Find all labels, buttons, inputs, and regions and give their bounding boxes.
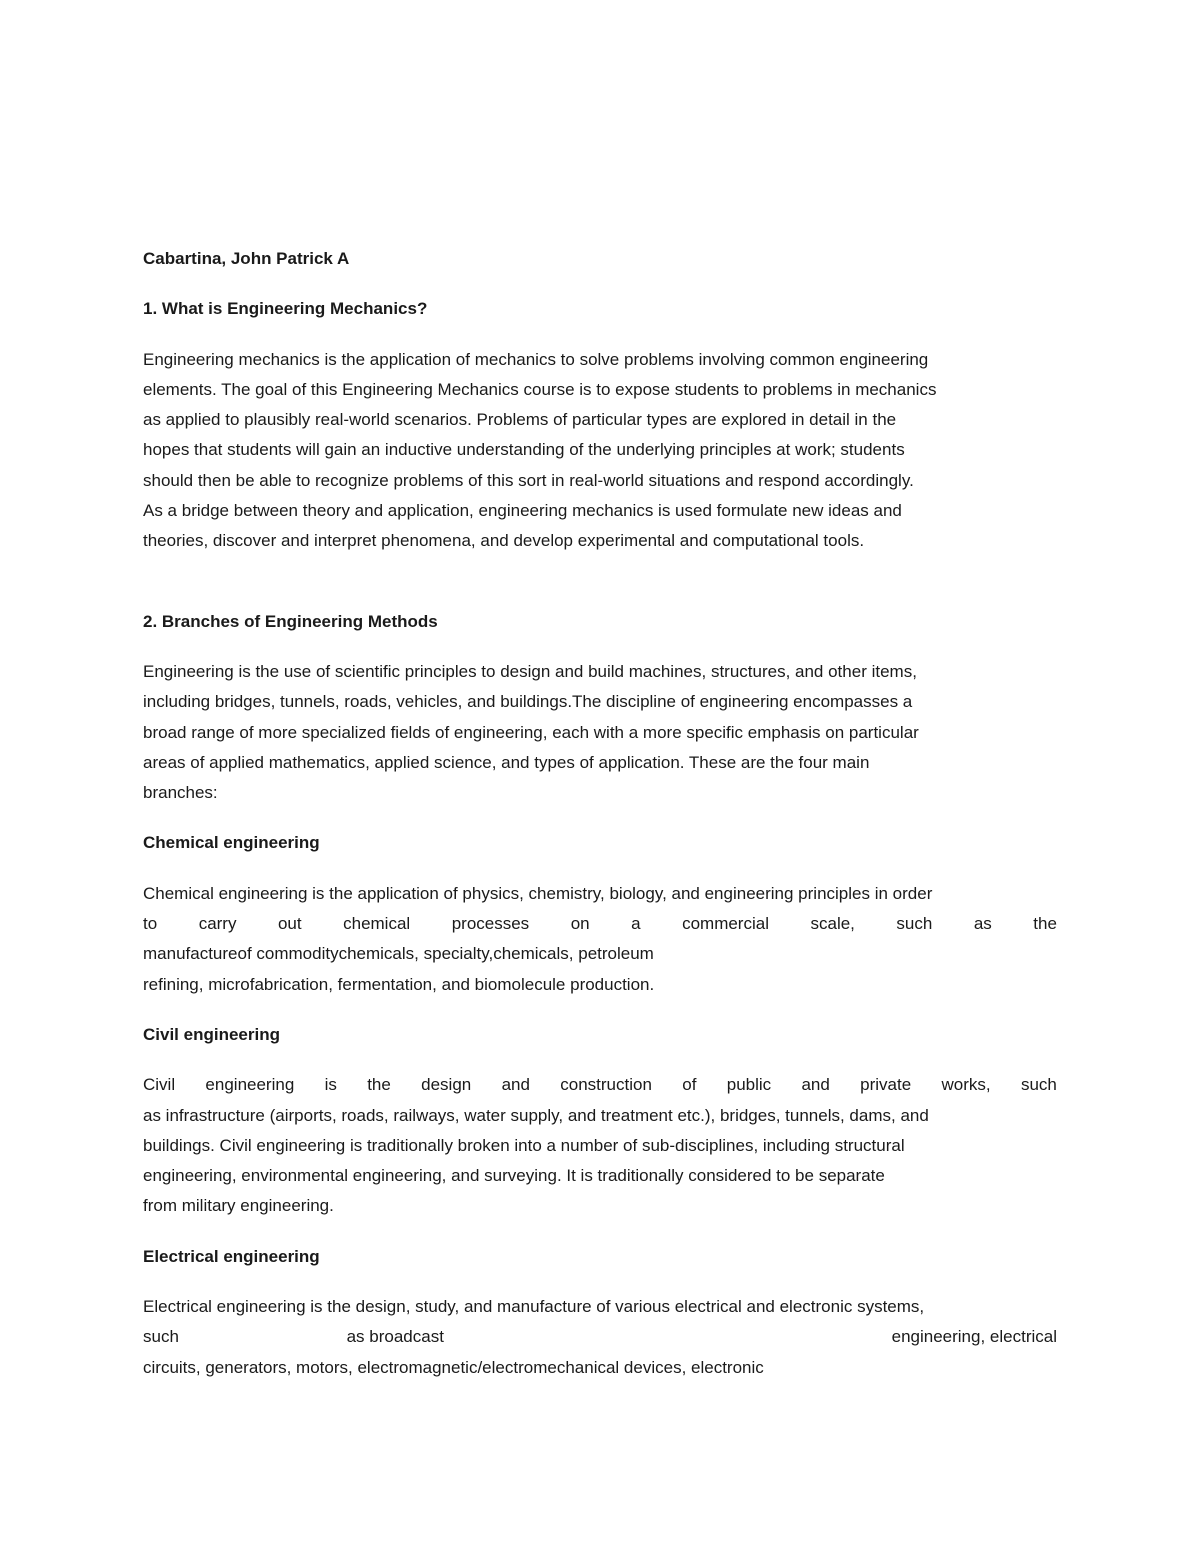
word: Civil bbox=[143, 1075, 176, 1095]
paragraph-line-justified bbox=[143, 1322, 1057, 1352]
word: the bbox=[367, 1075, 391, 1095]
word: engineering bbox=[205, 1075, 295, 1095]
paragraph-line: engineering, environmental engineering, and surveying. It is traditionally considered to be separate bbox=[143, 1166, 885, 1186]
paragraph-line: broad range of more specialized fields of engineering, each with a more specific emphasis on particular bbox=[143, 722, 919, 742]
word: and bbox=[501, 1075, 530, 1095]
word: scale, bbox=[810, 914, 855, 934]
paragraph-line: buildings. Civil engineering is traditionally broken into a number of sub-disciplines, including structural bbox=[143, 1135, 905, 1155]
paragraph-line: should then be able to recognize problems of this sort in real-world situations and respond accordingly. bbox=[143, 470, 914, 490]
word: on bbox=[570, 914, 590, 934]
author-name: Cabartina, John Patrick A bbox=[143, 249, 350, 268]
electrical-engineering-heading: Electrical engineering bbox=[143, 1246, 320, 1266]
paragraph-line: as infrastructure (airports, roads, railways, water supply, and treatment etc.), bridges, tunnels, dams, and bbox=[143, 1105, 929, 1125]
word: as bbox=[973, 914, 992, 934]
question-2-intro bbox=[143, 657, 1057, 808]
word: out bbox=[277, 914, 302, 934]
word: the bbox=[1033, 914, 1057, 934]
paragraph-line: As a bridge between theory and application, engineering mechanics is used formulate new ideas and bbox=[143, 501, 902, 521]
paragraph-line: refining, microfabrication, fermentation, and biomolecule production. bbox=[143, 974, 655, 994]
word: private bbox=[860, 1075, 912, 1095]
paragraph-line: elements. The goal of this Engineering Mechanics course is to expose students to problems in mechanics bbox=[143, 379, 937, 399]
paragraph-line: circuits, generators, motors, electromagnetic/electromechanical devices, electronic bbox=[143, 1357, 764, 1377]
paragraph-line: Engineering is the use of scientific principles to design and build machines, structures, and other items, bbox=[143, 661, 917, 681]
paragraph-line: Chemical engineering is the application of physics, chemistry, biology, and engineering principles in order bbox=[143, 883, 933, 903]
paragraph-line: from military engineering. bbox=[143, 1196, 334, 1216]
paragraph-line: hopes that students will gain an inductive understanding of the underlying principles at work; students bbox=[143, 440, 905, 460]
word: design bbox=[421, 1075, 472, 1095]
word: as broadcast bbox=[346, 1327, 444, 1347]
document-page bbox=[143, 244, 1057, 1383]
chemical-engineering-paragraph bbox=[143, 879, 1057, 1000]
word: commercial bbox=[682, 914, 769, 934]
word: such bbox=[1020, 1075, 1057, 1095]
paragraph-line: manufactureof commoditychemicals, specialty,chemicals, petroleum bbox=[143, 944, 654, 964]
word: works, bbox=[941, 1075, 991, 1095]
paragraph-line: as applied to plausibly real-world scenarios. Problems of particular types are explored in detail in the bbox=[143, 410, 897, 430]
paragraph-line: theories, discover and interpret phenomena, and develop experimental and computational tools. bbox=[143, 531, 865, 551]
word: chemical bbox=[343, 914, 411, 934]
question-1-answer bbox=[143, 345, 1057, 557]
paragraph-line: areas of applied mathematics, applied science, and types of application. These are the four main bbox=[143, 752, 870, 772]
paragraph-line: including bridges, tunnels, roads, vehicles, and buildings.The discipline of engineering encompasses a bbox=[143, 692, 913, 712]
question-1-heading: 1. What is Engineering Mechanics? bbox=[143, 299, 428, 319]
word: is bbox=[324, 1075, 337, 1095]
word: public bbox=[726, 1075, 772, 1095]
word: a bbox=[631, 914, 641, 934]
question-2-heading: 2. Branches of Engineering Methods bbox=[143, 611, 438, 631]
chemical-engineering-heading: Chemical engineering bbox=[143, 833, 320, 853]
civil-engineering-paragraph bbox=[143, 1070, 1057, 1221]
word: such bbox=[143, 1327, 179, 1347]
word: such bbox=[896, 914, 933, 934]
word: engineering, electrical bbox=[891, 1327, 1057, 1347]
word: of bbox=[682, 1075, 697, 1095]
paragraph-line: Electrical engineering is the design, study, and manufacture of various electrical and electronic systems, bbox=[143, 1297, 925, 1317]
word: processes bbox=[451, 914, 530, 934]
paragraph-line-justified bbox=[143, 1070, 1057, 1100]
word: construction bbox=[560, 1075, 652, 1095]
word: carry bbox=[198, 914, 237, 934]
paragraph-line: branches: bbox=[143, 783, 218, 803]
paragraph-line: Engineering mechanics is the application of mechanics to solve problems involving common engineering bbox=[143, 349, 929, 369]
electrical-engineering-paragraph bbox=[143, 1292, 1057, 1383]
word: to bbox=[143, 914, 158, 934]
word: and bbox=[801, 1075, 830, 1095]
civil-engineering-heading: Civil engineering bbox=[143, 1024, 280, 1044]
paragraph-line-justified bbox=[143, 909, 1057, 939]
